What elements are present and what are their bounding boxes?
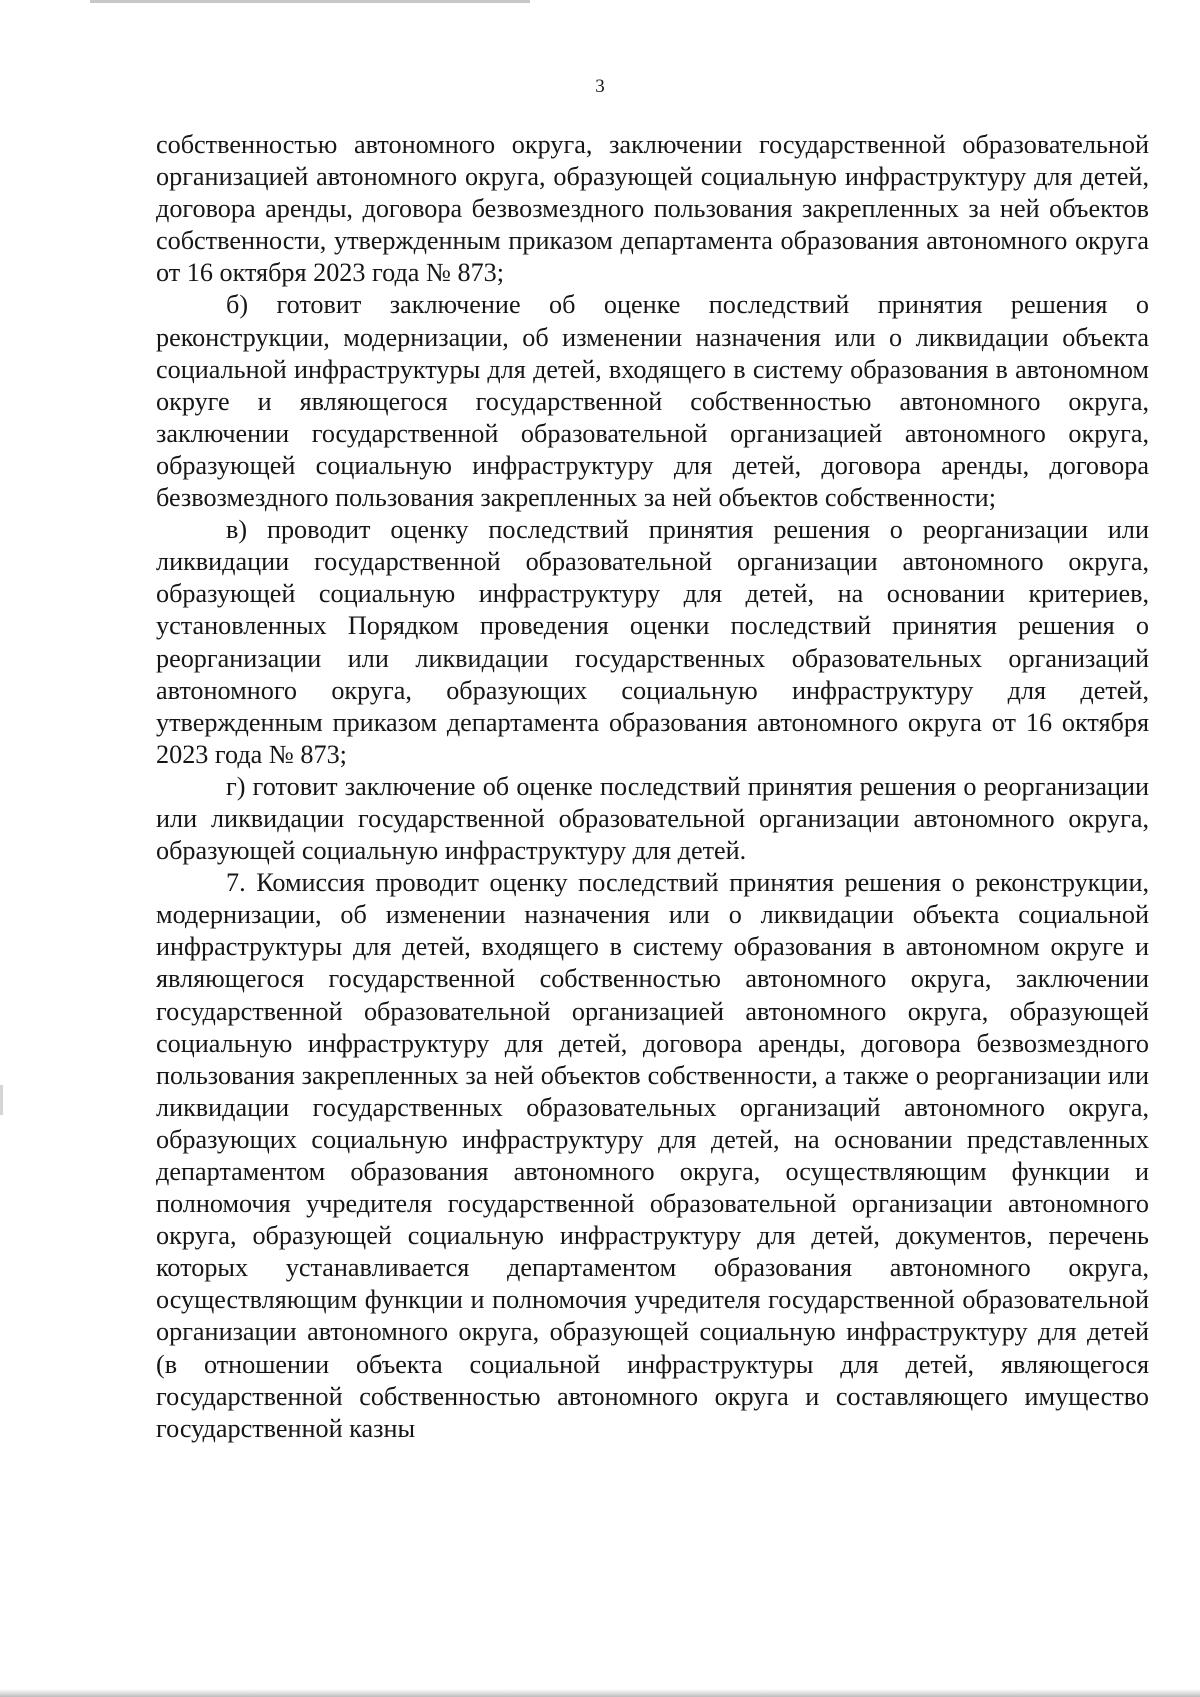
paragraph-item-b: б) готовит заключение об оценке последствий принятия решения о реконструкции, модернизации, об изменении назначения или о ликвидации объекта социальной инфраструктуры для детей, входящего в систему образования в автономном округе и являющегося государственной собственностью автономного округа, заключении государственной образовательной организацией автономного округа, образующей социальную инфраструктуру для детей, договора аренды, договора безвозмездного пользования закрепленных за ней объектов собственности; bbox=[156, 290, 1149, 513]
paragraph-item-v: в) проводит оценку последствий принятия решения о реорганизации или ликвидации государственной образовательной организации автономного округа, образующей социальную инфраструктуру для детей, на основании критериев, установленных Порядком проведения оценки последствий принятия решения о реорганизации или ликвидации государственных образовательных организаций автономного округа, образующих социальную инфраструктуру для детей, утвержденным приказом департамента образования автономного округа от 16 октября 2023 года № 873; bbox=[156, 515, 1149, 769]
paragraph-continuation: собственностью автономного округа, заключении государственной образовательной организацией автономного округа, образующей социальную инфраструктуру для детей, договора аренды, договора безвозмездного пользования закрепленных за ней объектов собственности, утвержденным приказом департамента образования автономного округа от 16 октября 2023 года № 873; bbox=[156, 130, 1149, 288]
paragraph-item-7: 7. Комиссия проводит оценку последствий принятия решения о реконструкции, модернизации, об изменении назначения или о ликвидации объекта социальной инфраструктуры для детей, входящего в систему образования в автономном округе и являющегося государственной собственностью автономного округа, заключении государственной образовательной организацией автономного округа, образующей социальную инфраструктуру для детей, договора аренды, договора безвозмездного пользования закрепленных за ней объектов собственности, а также о реорганизации или ликвидации государственных образовательных организаций автономного округа, образующих социальную инфраструктуру для детей, на основании представленных департаментом образования автономного округа, осуществляющим функции и полномочия учредителя государственной образовательной организации автономного округа, образующей социальную инфраструктуру для детей, документов, перечень которых устанавливается департаментом образования автономного округа, осуществляющим функции и полномочия учредителя государственной образовательной организации автономного округа, образующей социальную инфраструктуру для детей (в отношении объекта социальной инфраструктуры для детей, являющегося государственной собственностью автономного округа и составляющего имущество государственной казны bbox=[156, 868, 1149, 1443]
scan-margin-mark bbox=[0, 1085, 3, 1115]
scan-bottom-edge bbox=[0, 1689, 1200, 1697]
paragraph-item-g: г) готовит заключение об оценке последствий принятия решения о реорганизации или ликвидации государственной образовательной организации автономного округа, образующей социальную инфраструктуру для детей. bbox=[156, 771, 1149, 866]
document-body bbox=[156, 129, 1149, 1445]
page-number: 3 bbox=[595, 76, 605, 97]
scan-top-edge bbox=[90, 0, 530, 3]
